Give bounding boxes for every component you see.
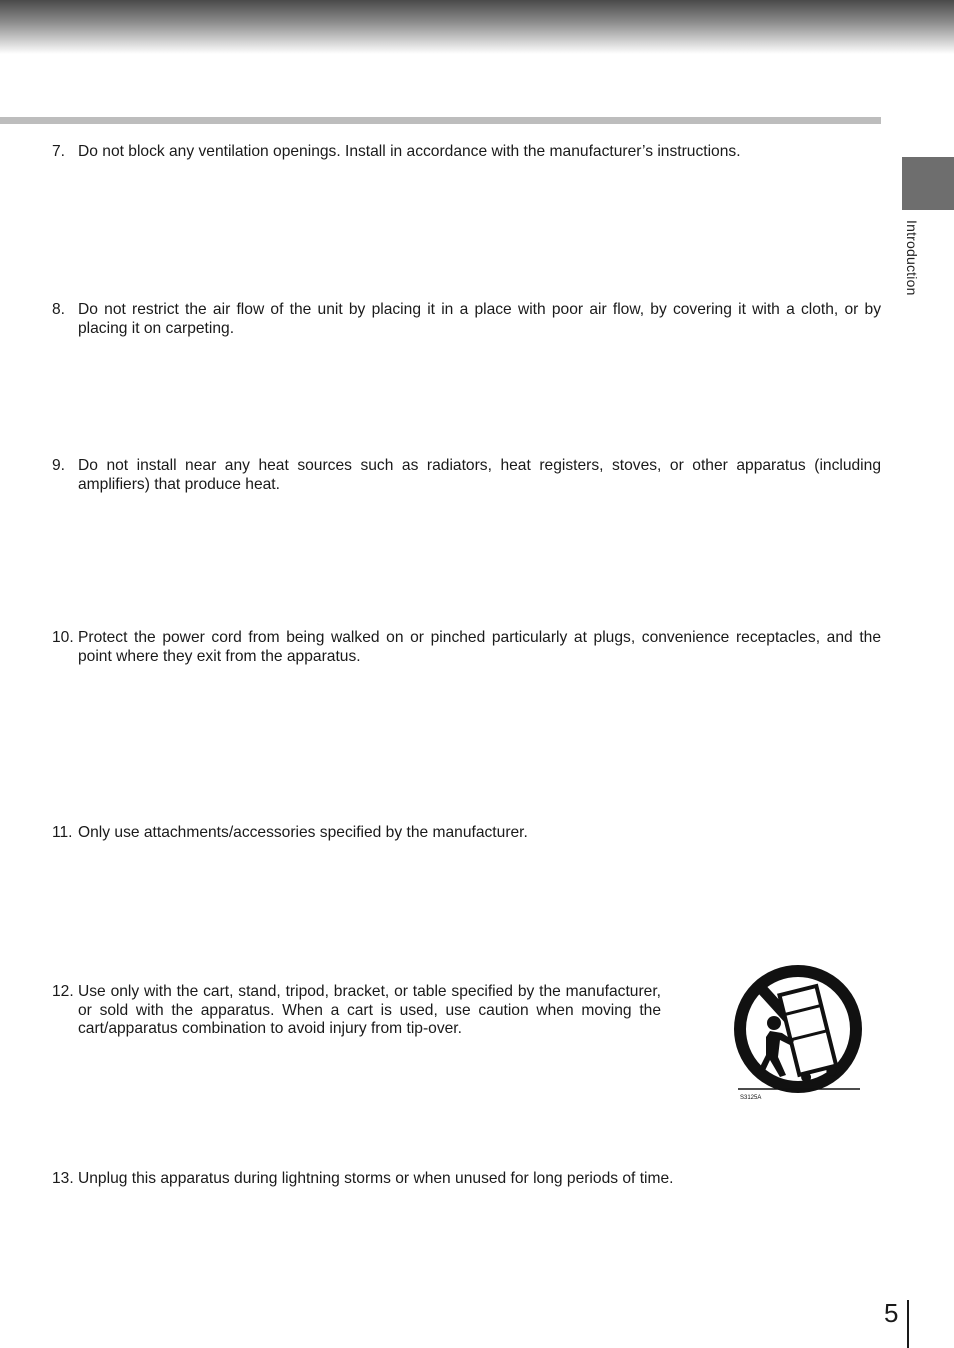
list-item: [52, 629, 881, 666]
list-item: [52, 1170, 881, 1189]
section-tab-marker: [902, 157, 954, 210]
item-number: 10.: [52, 629, 74, 646]
item-number: 8.: [52, 301, 66, 318]
list-item: [52, 824, 881, 843]
list-item: [52, 457, 881, 494]
item-number: 7.: [52, 143, 66, 160]
list-item: [52, 301, 881, 338]
cart-tipover-warning-icon: [732, 963, 864, 1103]
list-item: [52, 983, 661, 1039]
page-number-divider: [907, 1300, 909, 1348]
item-text: Unplug this apparatus during lightning storms or when unused for long periods of time.: [78, 1170, 674, 1187]
item-text: Use only with the cart, stand, tripod, bracket, or table specified by the manufacturer, or sold with the apparatus. When a cart is used, use caution when moving the cart/apparatus combination to avoid injury from tip-over.: [78, 983, 661, 1037]
item-number: 9.: [52, 457, 66, 474]
section-tab-label: Introduction: [904, 220, 920, 296]
item-text: Only use attachments/accessories specified by the manufacturer.: [78, 824, 528, 841]
item-text: Do not install near any heat sources such as radiators, heat registers, stoves, or other apparatus (including amplifiers) that produce heat.: [78, 457, 881, 493]
header-rule: [0, 117, 881, 124]
item-text: Do not restrict the air flow of the unit by placing it in a place with poor air flow, by covering it with a cloth, or by placing it on carpeting.: [78, 301, 881, 337]
item-text: Do not block any ventilation openings. Install in accordance with the manufacturer’s instructions.: [78, 143, 741, 160]
list-item: [52, 143, 881, 162]
cart-icon-code: S3125A: [740, 1095, 762, 1101]
item-number: 13.: [52, 1170, 74, 1187]
item-number: 11.: [52, 824, 73, 841]
header-gradient-band: [0, 0, 954, 54]
page-number: 5: [884, 1298, 899, 1328]
item-text: Protect the power cord from being walked on or pinched particularly at plugs, convenience receptacles, and the point where they exit from the apparatus.: [78, 629, 881, 665]
item-number: 12.: [52, 983, 74, 1000]
